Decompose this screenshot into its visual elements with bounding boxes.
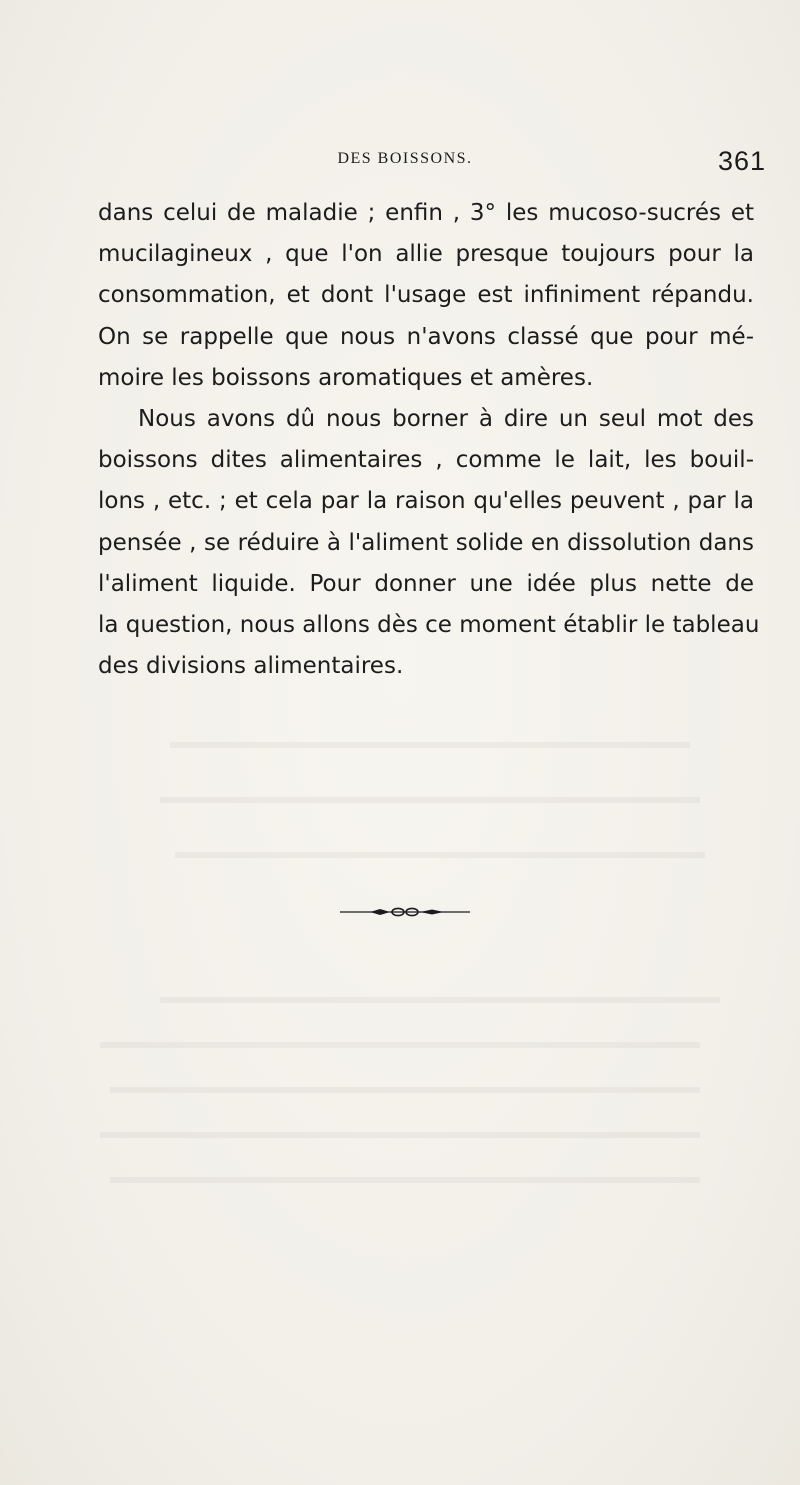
running-title: DES BOISSONS. <box>337 150 473 167</box>
page-number: 361 <box>717 146 766 176</box>
text-line: dans celui de maladie ; enfin , 3° les mucoso-sucrés et <box>98 200 754 226</box>
text-line: l'aliment liquide. Pour donner une idée plus nette de <box>98 570 754 597</box>
text-line: boissons dites alimentaires , comme le lait, les bouil- <box>98 447 754 474</box>
text-line: On se rappelle que nous n'avons classé que pour mé- <box>98 323 754 350</box>
text-line: la question, nous allons dès ce moment établir le tableau <box>98 611 760 638</box>
running-head <box>100 146 766 176</box>
body-text <box>98 193 760 687</box>
text-line: mucilagineux , que l'on allie presque toujours pour la <box>98 241 754 268</box>
text-line: consommation, et dont l'usage est infiniment répandu. <box>98 282 754 309</box>
paragraph-start-line: Nous avons dû nous borner à dire un seul mot des <box>138 405 754 432</box>
text-line: moire les boissons aromatiques et amères. <box>98 364 594 391</box>
tail-ornament-icon <box>340 906 470 918</box>
text-line: lons , etc. ; et cela par la raison qu'elles peuvent , par la <box>98 488 754 515</box>
text-line: pensée , se réduire à l'aliment solide en dissolution dans <box>98 529 754 556</box>
text-line: des divisions alimentaires. <box>98 653 404 680</box>
